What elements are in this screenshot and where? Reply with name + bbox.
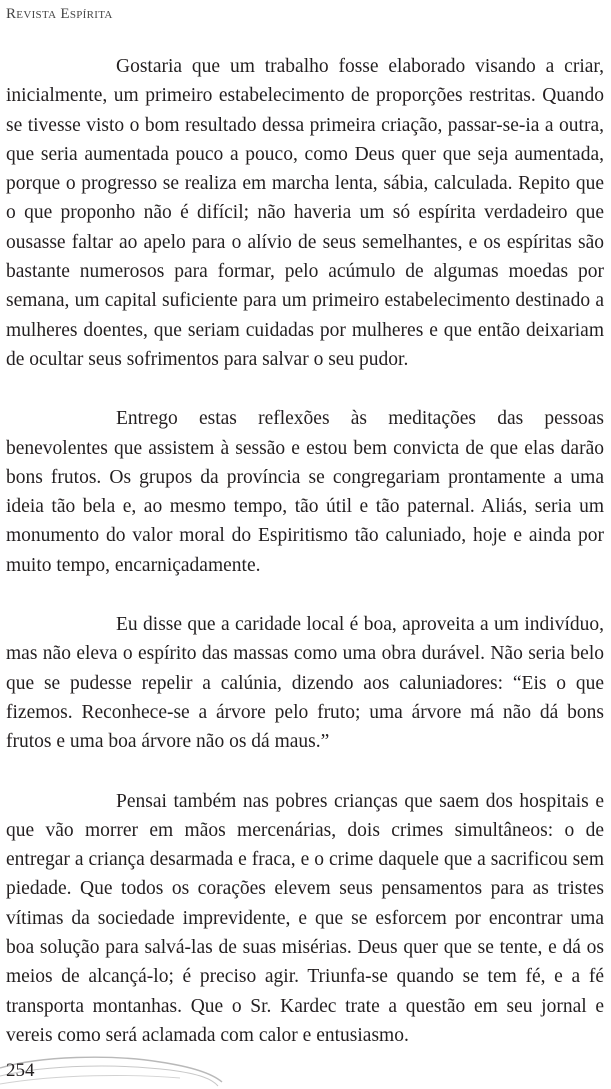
paragraph-4: Pensai também nas pobres crianças que saem dos hospitais e que vão morrer em mãos mercenárias, dois crimes simultâneos: o de entregar a criança desarmada e fraca, e o crime daquele que a sacrificou sem piedade. Que todos os corações elevem seus pensamentos para as tristes vítimas da sociedade imprevidente, e que se esforcem por encontrar uma boa solução para salvá-las de suas misérias. Deus quer que se tente, e dá os meios de alcançá-lo; é preciso agir. Triunfa-se quando se tem fé, e a fé transporta montanhas. Que o Sr. Kardec trate a questão em seu jornal e vereis como será aclamada com calor e entusiasmo. (6, 790, 604, 1046)
page-number: 254 (6, 1060, 35, 1081)
article-body (6, 52, 604, 1080)
paragraph-1: Gostaria que um trabalho fosse elaborado visando a criar, inicialmente, um primeiro estabelecimento de proporções restritas. Quando se tivesse visto o bom resultado dessa primeira criação, passar-se-ia a outra, que seria aumentada pouco a pouco, como Deus quer que seja aumentada, porque o progresso se realiza em marcha lenta, sábia, calculada. Repito que o que proponho não é difícil; não haveria um só espírita verdadeiro que ousasse faltar ao apelo para o alívio de seus semelhantes, e os espíritas são bastante numerosos para formar, pelo acúmulo de algumas moedas por semana, um capital suficiente para um primeiro estabelecimento destinado a mulheres doentes, que seriam cuidadas por mulheres e que então deixariam de ocultar seus sofrimentos para salvar o seu pudor. (6, 56, 604, 370)
paragraph-3: Eu disse que a caridade local é boa, aproveita a um indivíduo, mas não eleva o espírito das massas como uma obra durável. Não seria belo que se pudesse repelir a calúnia, dizendo aos caluniadores: “Eis o que fizemos. Reconhece-se a árvore pelo fruto; uma árvore má não dá bons frutos e uma boa árvore não os dá maus.” (6, 614, 604, 753)
running-head-title: Revista Espírita (6, 6, 113, 22)
paragraph-2: Entrego estas reflexões às meditações das pessoas benevolentes que assistem à sessão e estou bem convicta de que elas darão bons frutos. Os grupos da província se congregariam prontamente a uma ideia tão bela e, ao mesmo tempo, tão útil e tão paternal. Aliás, seria um monumento do valor moral do Espiritismo tão caluniado, hoje e ainda por muito tempo, encarniçadamente. (6, 408, 604, 576)
